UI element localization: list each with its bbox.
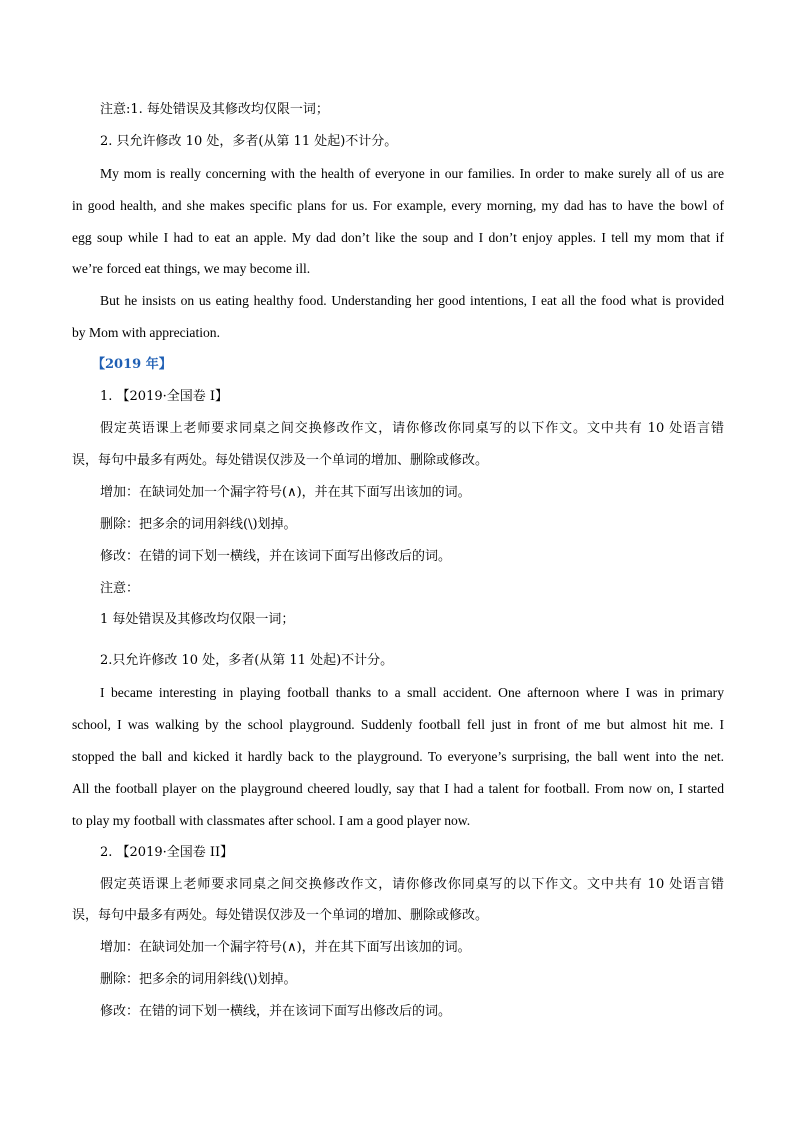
passage-1-line-4: we’re forced eat things, we may become ill. — [72, 261, 311, 276]
question-2-delete-rule: 删除：把多余的词用斜线(\)划掉。 — [100, 972, 297, 987]
question-1-delete-rule: 删除：把多余的词用斜线(\)划掉。 — [100, 517, 297, 532]
note-1: 注意:1. 每处错误及其修改均仅限一词； — [100, 102, 329, 117]
passage-1-line-5: But he insists on us eating healthy food. Understanding her good intentions, I eat all the food what is provided — [100, 293, 724, 308]
passage-1-line-2: in good health, and she makes specific plans for us. For example, every morning, my dad has to have the bowl of — [72, 198, 724, 213]
question-1-passage-line-1: I became interesting in playing football thanks to a small accident. One afternoon where I was in primary — [100, 685, 724, 700]
question-2-title: 2. 【2019·全国卷 II】 — [100, 845, 234, 860]
question-1-instruction-2: 误，每句中最多有两处。每处错误仅涉及一个单词的增加、删除或修改。 — [72, 453, 489, 468]
passage-1-line-1: My mom is really concerning with the health of everyone in our families. In order to make surely all of us are — [100, 166, 724, 181]
question-1-instruction-1: 假定英语课上老师要求同桌之间交换修改作文，请你修改你同桌写的以下作文。文中共有 10 处语言错 — [100, 421, 724, 436]
question-1-add-rule: 增加：在缺词处加一个漏字符号(∧)，并在其下面写出该加的词。 — [100, 485, 471, 500]
passage-1-line-6: by Mom with appreciation. — [72, 325, 220, 340]
question-1-note-2: 2.只允许修改 10 处，多者(从第 11 处起)不计分。 — [100, 653, 394, 668]
note-2: 2. 只允许修改 10 处，多者(从第 11 处起)不计分。 — [100, 134, 398, 149]
question-1-notes-label: 注意： — [100, 581, 140, 596]
passage-1-line-3: egg soup while I had to eat an apple. My dad don’t like the soup and I don’t enjoy apples. I tell my mom that if — [72, 230, 724, 245]
question-1-note-1: 1 每处错误及其修改均仅限一词； — [100, 612, 295, 627]
question-1-modify-rule: 修改：在错的词下划一横线，并在该词下面写出修改后的词。 — [100, 549, 452, 564]
question-1-passage-line-5: to play my football with classmates after school. I am a good player now. — [72, 813, 471, 828]
section-heading-2019: 【2019 年】 — [92, 357, 172, 372]
question-2-instruction-2: 误，每句中最多有两处。每处错误仅涉及一个单词的增加、删除或修改。 — [72, 908, 489, 923]
question-1-passage-line-3: stopped the ball and kicked it hardly back to the playground. To everyone’s surprising, the ball went into the net. — [72, 749, 724, 764]
question-1-title: 1. 【2019·全国卷 I】 — [100, 389, 229, 404]
question-2-modify-rule: 修改：在错的词下划一横线，并在该词下面写出修改后的词。 — [100, 1004, 452, 1019]
question-2-instruction-1: 假定英语课上老师要求同桌之间交换修改作文，请你修改你同桌写的以下作文。文中共有 10 处语言错 — [100, 877, 724, 892]
question-2-add-rule: 增加：在缺词处加一个漏字符号(∧)，并在其下面写出该加的词。 — [100, 940, 471, 955]
question-1-passage-line-2: school, I was walking by the school playground. Suddenly football fell just in front of me but almost hit me. I — [72, 717, 724, 732]
question-1-passage-line-4: All the football player on the playground cheered loudly, say that I had a talent for football. From now on, I started — [72, 781, 724, 796]
